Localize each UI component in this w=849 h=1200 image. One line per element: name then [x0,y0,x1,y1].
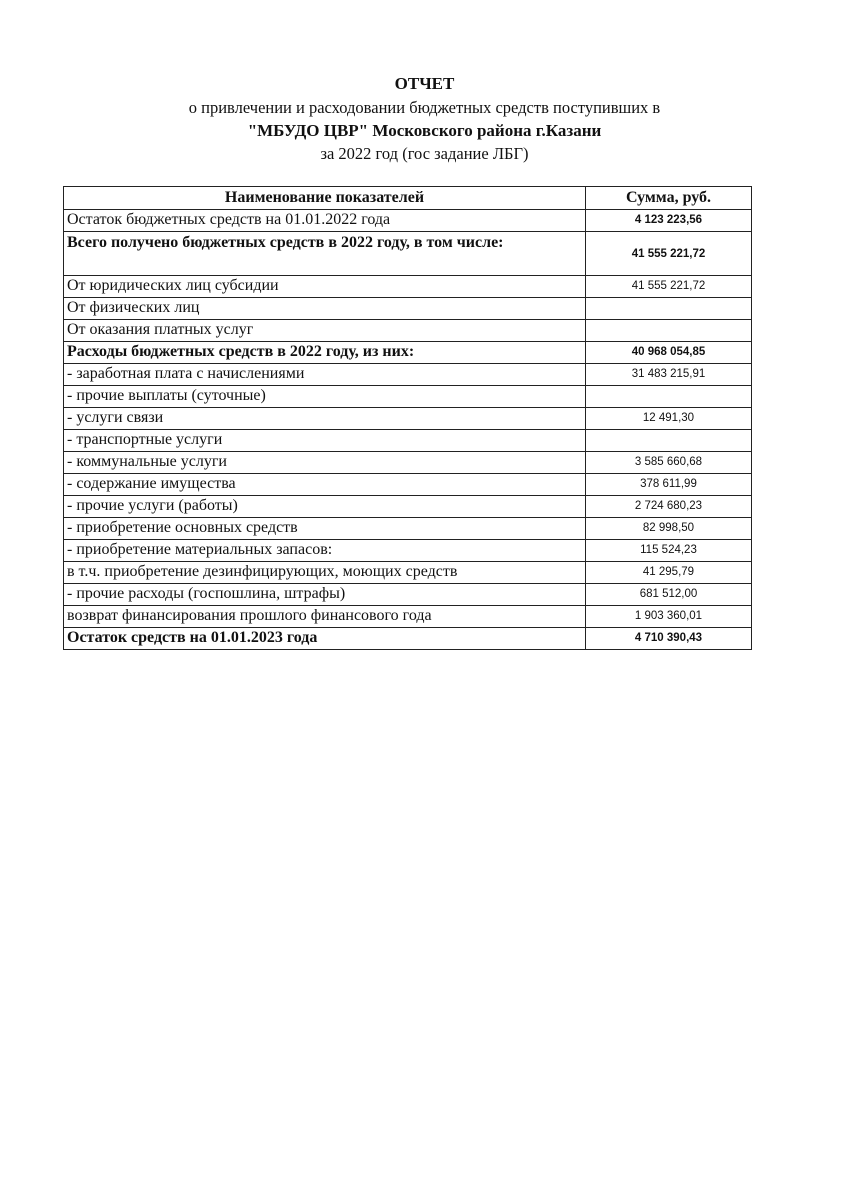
row-name: От оказания платных услуг [64,320,586,342]
column-header-amount: Сумма, руб. [586,187,752,210]
table-header-row [64,187,752,210]
table-row [64,584,752,606]
table-row [64,364,752,386]
table-row [64,298,752,320]
table-row [64,430,752,452]
report-subtitle: о привлечении и расходовании бюджетных средств поступивших в [188,98,661,117]
row-name: - прочие выплаты (суточные) [64,386,586,408]
row-amount [586,298,752,320]
row-name: Остаток бюджетных средств на 01.01.2022 года [64,210,586,232]
row-name: Всего получено бюджетных средств в 2022 году, в том числе: [64,232,586,276]
row-name: в т.ч. приобретение дезинфицирующих, моющих средств [64,562,586,584]
report-title: ОТЧЕТ [394,74,455,93]
table-row [64,408,752,430]
row-name: Расходы бюджетных средств в 2022 году, из них: [64,342,586,364]
row-name: От физических лиц [64,298,586,320]
report-period: за 2022 год (гос задание ЛБГ) [320,144,529,163]
report-header [0,72,849,165]
row-amount: 12 491,30 [586,408,752,430]
row-amount: 378 611,99 [586,474,752,496]
row-amount: 2 724 680,23 [586,496,752,518]
row-name: - заработная плата с начислениями [64,364,586,386]
row-amount: 115 524,23 [586,540,752,562]
row-amount [586,430,752,452]
table-row [64,496,752,518]
row-name: - коммунальные услуги [64,452,586,474]
table-row [64,342,752,364]
row-amount: 1 903 360,01 [586,606,752,628]
row-amount: 4 123 223,56 [586,210,752,232]
table-row [64,562,752,584]
row-name: - прочие услуги (работы) [64,496,586,518]
row-amount: 31 483 215,91 [586,364,752,386]
row-name: От юридических лиц субсидии [64,276,586,298]
table-row [64,210,752,232]
table-row [64,474,752,496]
row-name: - приобретение материальных запасов: [64,540,586,562]
budget-table [63,186,752,650]
table-row [64,628,752,650]
table-row [64,386,752,408]
column-header-name: Наименование показателей [64,187,586,210]
row-name: - приобретение основных средств [64,518,586,540]
row-amount: 40 968 054,85 [586,342,752,364]
row-amount: 41 555 221,72 [586,232,752,276]
row-amount [586,320,752,342]
row-amount: 41 295,79 [586,562,752,584]
table-row [64,452,752,474]
row-name: - услуги связи [64,408,586,430]
row-amount: 3 585 660,68 [586,452,752,474]
row-name: возврат финансирования прошлого финансового года [64,606,586,628]
table-row [64,606,752,628]
row-amount: 4 710 390,43 [586,628,752,650]
organization-name: "МБУДО ЦВР" Московского района г.Казани [247,121,602,140]
row-name: - прочие расходы (госпошлина, штрафы) [64,584,586,606]
table-row [64,276,752,298]
row-amount [586,386,752,408]
table-row [64,540,752,562]
row-name: Остаток средств на 01.01.2023 года [64,628,586,650]
table-row [64,518,752,540]
row-name: - транспортные услуги [64,430,586,452]
row-amount: 41 555 221,72 [586,276,752,298]
row-name: - содержание имущества [64,474,586,496]
table-row [64,232,752,276]
row-amount: 82 998,50 [586,518,752,540]
table-row [64,320,752,342]
row-amount: 681 512,00 [586,584,752,606]
